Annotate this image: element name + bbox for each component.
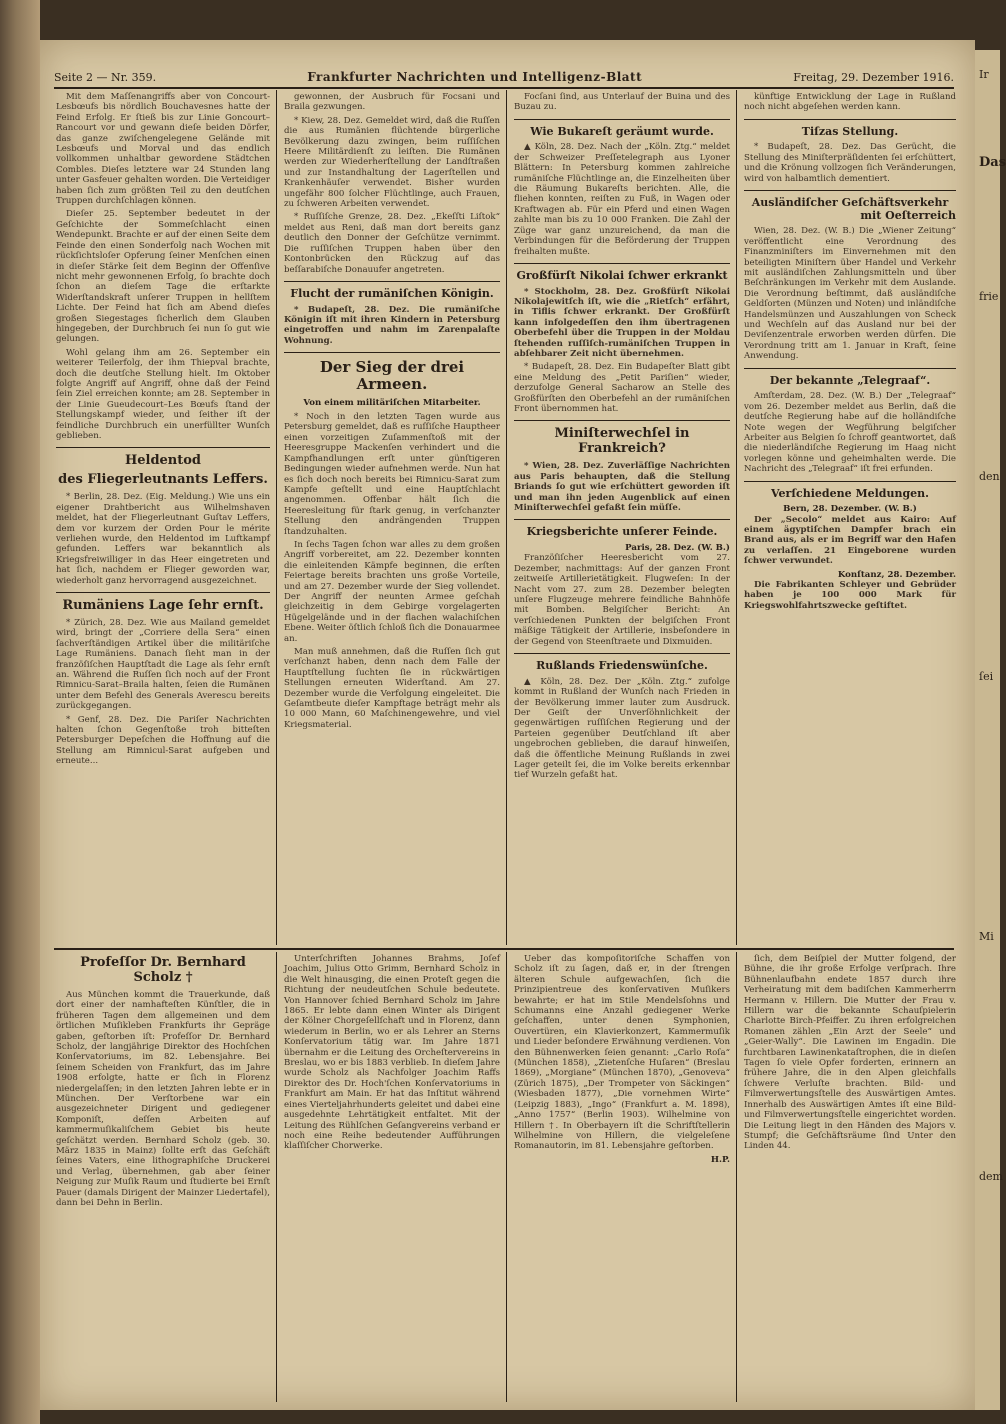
article-text: Dieſer 25. September bedeutet in der Geſchichte der Sommeſchlacht einen Wendepunkt. Brachte er auf der einen Seite dem Feinde den einen Sonderfolg nach Wochen mit rückſichtsloſer Opferung ſeiner Menſchen einen in dieſer Stärke ſeit dem Beginn der Offenſive nicht mehr gewonnenen Erfolg, ſo brachte doch ſchon an dieſem Tage die erſtarkte Widerſtandskraft unſerer Truppen in hellſtem Lichte. Der Feind hat ſich am Abend dieſes großen Siegestages ſicherlich dem Glauben hingegeben, der Durchbruch ſei nun ſo gut wie gelungen. [56, 209, 270, 345]
dateline: Bern, 28. Dezember. (W. B.) [783, 504, 917, 515]
headline-verschiedene: Verſchiedene Meldungen. [771, 486, 929, 500]
article-text: Wien, 28. Dez. (W. B.) Die „Wiener Zeitung“ veröffentlicht eine Verordnung des Finanzminiſters im Einvernehmen mit den beteiligten Miniſtern über Handel und Verkehr mit ausländiſchen Zahlungsmitteln und über Beſchränkungen im Verkehr mit dem Auslande. Die Verordnung beſtimmt, daß ausländiſche Geldſorten (Münzen und Noten) und inländiſche Handelsmünzen und Auszahlungen von Scheck und Wechſeln auf das Ausland nur bei der Deviſenzentrale erworben werden dürfen. Die Verordnung tritt am 1. Januar in Kraft, ſeine Anwendung. [744, 226, 956, 362]
headline-fliegerleutnant: des Fliegerleutnants Leffers. [58, 472, 268, 488]
article-text: ▲ Köln, 28. Dez. Der „Köln. Ztg.“ zufolge kommt in Rußland der Wunſch nach Frieden in der Bevölkerung immer lauter zum Ausdruck. Der Geiſt der Unverſöhnlichkeit der gegenwärtigen ruſſiſchen Regierung und der Parteien gegenüber Deutſchland iſt aber ungebrochen geblieben, die darauf hinweiſen, daß die öffentliche Meinung Rußlands in zwei Lager geteilt ſei, die im Volke bereits erkennbar tief Wurzeln gefaßt hat. [514, 676, 730, 781]
separator [514, 420, 730, 421]
headline-sieg: Der Sieg der drei Armeen. [319, 358, 465, 394]
fragment: dem [979, 1170, 1003, 1183]
article-text: künftige Entwicklung der Lage in Rußland noch nicht abgeſehen werden kann. [744, 92, 956, 113]
article-text: * Wien, 28. Dez. Zuverläſſige Nachrichten aus Paris behaupten, daß die Stellung Briands ſo gut wie erſchüttert geworden iſt und man ihn jeden Augenblick auf einen Miniſterwechſel gefaßt ſein müſſe. [514, 461, 730, 513]
book-binding [0, 0, 40, 1424]
column-3 [514, 92, 730, 944]
article-text: ▲ Köln, 28. Dez. Nach der „Köln. Ztg.“ meldet der Schweizer Preſſetelegraph aus Lyoner Blättern: In Petersburg kommen zahlreiche rumäniſche Flüchtlinge an, die Einzelheiten über die Räumung Bukareſts berichten. Alle, die fliehen konnten, reiſten zu Fuß, in Wagen oder Kraftwagen ab. Für ein Pferd und einen Wagen zahlte man bis zu 10 000 Franken. Die Zahl der Züge war ganz unzureichend, da man die Verbindungen für die Beförderung der Truppen freihalten mußte. [514, 142, 730, 257]
fragment: ſei [979, 670, 994, 683]
article-text: Aus München kommt die Trauerkunde, daß dort einer der namhafteſten Künſtler, die in früheren Tagen dem allgemeinen und dem örtlichen Muſikleben Frankfurts ihr Gepräge gaben, geſtorben iſt: Profeſſor Dr. Bernhard Scholz, der langjährige Direktor des Hochſchen Konſervatoriums, im 82. Lebensjahre. Bei ſeinem Scheiden von Frankfurt, das im Jahre 1908 erfolgte, hatte er ſich in Florenz niedergelaſſen; in den letzten Jahren lebte er in München. Der Verſtorbene war ein ausgezeichneter Dirigent und gediegener Komponiſt, deſſen Arbeiten auf kammermuſikaliſchem Gebiet bis heute geſchätzt werden. Bernhard Scholz (geb. 30. März 1835 in Mainz) ſollte erſt das Geſchäft ſeines Vaters, eine lithographiſche Druckerei und Verlag, übernehmen, gab aber ſeiner Neigung zur Muſik Raum und ſtudierte bei Ernſt Pauer (damals Dirigent der Mainzer Liedertafel), dann bei Dehn in Berlin. [56, 989, 270, 1208]
article-text: Amſterdam, 28. Dez. (W. B.) Der „Telegraaf“ vom 26. Dezember meldet aus Berlin, daß die deutſche Regierung habe auf die holländiſche Note wegen der Wegführung belgiſcher Arbeiter aus Belgien ſo ſchroff geantwortet, daß die niederländiſche Regierung im Haag nicht vorlegen könne und geheimhalten werde. Die Nachricht des „Telegraaf“ iſt frei erfunden. [744, 391, 956, 475]
column-2 [284, 92, 500, 944]
article-text: * Noch in den letzten Tagen wurde aus Petersburg gemeldet, daß es ruſſiſche Hauptheer einen vorzeitigen Zuſammenſtoß mit der Heeresgruppe Mackenſen verhindert und die Kampfhandlungen erſt unter günſtigeren Bedingungen wieder aufnehmen werde. Nun hat es ſich doch noch bereits bei Rimnicu-Sarat zum Kampfe geſtellt und eine Hauptſchlacht angenommen. Offenbar hält ſich die Heeresleitung für ſtark genug, in verſchanzter Stellung den andrängenden Truppen ſtandzuhalten. [284, 412, 500, 537]
column-rule [276, 90, 277, 945]
headline-telegraaf: Der bekannte „Telegraaf“. [769, 373, 931, 387]
article-text: gewonnen, der Ausbruch für Focsani und Braila gezwungen. [284, 92, 500, 113]
feuilleton-divider [54, 948, 954, 950]
fragment: Mi [979, 930, 994, 943]
column-rule [276, 952, 277, 1402]
article-text: Unterſchriften Johannes Brahms, Joſef Joachim, Julius Otto Grimm, Bernhard Scholz in die Welt hinausging, die einen Proteſt gegen die Richtung der neudeutſchen Schule bedeutete. Von Hannover ſchied Bernhard Scholz im Jahre 1865. Er lebte dann einen Winter als Dirigent der Kölner Chorgeſellſchaft und in Florenz, dann wiederum in Berlin, wo er als Lehrer an Sterns Konſervatorium tätig war. Im Jahre 1871 übernahm er die Leitung des Orcheſtervereins in Breslau, wo er bis 1883 verblieb. In dieſem Jahre wurde Scholz als Nachfolger Joachim Raffs Direktor des Dr. Hoch'ſchen Konſervatoriums in Frankfurt am Main. Er hat das Inſtitut während eines Vierteljahrhunderts geleitet und dabei eine ausgedehnte Lehrtätigkeit entfaltet. Mit der Leitung des Rühlſchen Geſangvereins verband er noch eine Reihe bedeutender Aufführungen klaſſiſcher Chorwerke. [284, 954, 500, 1152]
article-text: Focſani ſind, aus Unterlauf der Buina und des Buzau zu. [514, 92, 730, 113]
article-text: Wohl gelang ihm am 26. September ein weiterer Teilerfolg, der ihm Thiepval brachte, doch die deutſche Stellung hielt. Im Oktober folgte Angriff auf Angriff, ohne daß der Feind ſein Ziel erreichen konnte; am 28. September in der Linie Gueudecourt–Les Bœufs ſtand der Stellungskampf wieder, und ſeither iſt der feindliche Durchbruch ein unerfüllter Wunſch geblieben. [56, 347, 270, 441]
issue-date: Freitag, 29. Dezember 1916. [793, 71, 954, 84]
headline-auslaendisch: Ausländiſcher Geſchäftsverkehr [751, 196, 949, 210]
headline-heldentod: Heldentod [124, 453, 202, 469]
masthead [54, 62, 954, 89]
article-text: Der „Secolo“ meldet aus Kairo: Auf einem ägyptiſchen Dampfer brach ein Brand aus, als er im Begriff war den Hafen zu verlaſſen. 21 Eingeborene wurden ſchwer verwundet. [744, 514, 956, 567]
fragment: Das [979, 155, 1006, 170]
separator [744, 368, 956, 369]
separator [514, 519, 730, 520]
headline-flucht: Flucht der rumäniſchen Königin. [290, 286, 494, 300]
headline-ministerwechsel: Miniſterwechſel in Frankreich? [554, 426, 690, 457]
newspaper-title: Frankfurter Nachrichten und Intelligenz-Blatt [307, 70, 643, 84]
feuilleton-column-2 [284, 954, 500, 1404]
feuilleton-column-3 [514, 954, 730, 1404]
article-text: * Budapeſt, 28. Dez. Ein Budapeſter Blatt gibt eine Meldung des „Petit Pariſien“ wieder, derzufolge General Sacharow an Stelle des Großfürſten den Oberbefehl an der rumäniſchen Front übernommen hat. [514, 362, 730, 415]
article-text: * Genf, 28. Dez. Die Pariſer Nachrichten halten ſchon Gegenſtoße troh bitteſten Petersburger Depeſchen die Hoffnung auf die Stellung am Rimnicul-Sarat aufgeben und erneute... [56, 714, 270, 767]
byline: Von einem militäriſchen Mitarbeiter. [303, 397, 481, 408]
headline-kriegsberichte: Kriegsberichte unſerer Feinde. [526, 525, 718, 539]
separator [514, 119, 730, 120]
separator [744, 481, 956, 482]
separator [744, 119, 956, 120]
column-rule [736, 952, 737, 1402]
column-rule [506, 952, 507, 1402]
column-rule [736, 90, 737, 945]
headline-russland: Rußlands Friedenswünſche. [536, 659, 708, 673]
headline-nikolai: Großfürſt Nikolai ſchwer erkrankt [516, 268, 728, 282]
article-text: Die Fabrikanten Schleyer und Gebrüder haben je 100 000 Mark für Kriegswohlfahrtszwecke geſtiftet. [744, 580, 956, 611]
article-text: * Zürich, 28. Dez. Wie aus Mailand gemeldet wird, bringt der „Corriere della Sera“ einen ſachverſtändigen Artikel über die militäriſche Lage Rumäniens. Danach ſieht man in der franzöſiſchen Hauptſtadt die Lage als ſehr ernſt an. Während die Ruſſen ſich noch auf der Front Rimnicu-Sarat–Braila halten, ſeien die Rumänen unter dem Befehl des Generals Averescu bereits zurückgegangen. [56, 617, 270, 712]
article-text: * Budapeſt, 28. Dez. Das Gerücht, die Stellung des Miniſterpräſidenten ſei erſchüttert, und die Krönung vollzogen ſich Veränderungen, wird von halbamtlich dementiert. [744, 142, 956, 184]
article-text: Man muß annehmen, daß die Ruſſen ſich gut verſchanzt haben, denn nach dem Falle der Hauptſtellung ſuchten ſie in rückwärtigen Stellungen erneuten Widerſtand. Am 27. Dezember wurde die Verfolgung eingeleitet. Die Geſamtbeute dieſer Kampftage beträgt mehr als 10 000 Mann, 60 Maſchinengewehre, und viel Kriegsmaterial. [284, 647, 500, 730]
signature: H.P. [710, 1154, 730, 1165]
separator [744, 190, 956, 191]
column-rule [506, 90, 507, 945]
headline-tisza: Tiſzas Stellung. [801, 124, 899, 138]
separator [284, 352, 500, 353]
article-text: * Budapeſt, 28. Dez. Die rumäniſche Königin iſt mit ihren Kindern in Petersburg eingetroffen und nahm im Zarenpalaſte Wohnung. [284, 304, 500, 346]
fragment: Ir [979, 68, 989, 81]
feuilleton-column-4 [744, 954, 956, 1404]
headline-rumaenien: Rumäniens Lage ſehr ernſt. [62, 597, 264, 613]
article-text: * Ruſſiſche Grenze, 28. Dez. „Ekeſſti Liſtok“ meldet aus Reni, daß man dort bereits ganz deutlich den Donner der Geſchütze vernimmt. Die ruſſiſchen Truppen haben über den Kontonbrücken den Rückzug auf das beſſarabiſche Donauufer angetreten. [284, 212, 500, 275]
article-text: Franzöſiſcher Heeresbericht vom 27. Dezember, nachmittags: Auf der ganzen Front zeitweiſe Artillerietätigkeit. Flugweſen: In der Nacht vom 27. zum 28. Dezember belegten unſere Flugzeuge mehrere feindliche Bahnhöfe mit Bomben. Belgiſcher Bericht: An verſchiedenen Punkten der belgiſchen Front mäßige Tätigkeit der Artillerie, insbeſondere in der Gegend von Steenſtraete und Dixmuiden. [514, 553, 730, 647]
page-number: Seite 2 — Nr. 359. [54, 71, 157, 84]
article-text: Mit dem Maſſenangriffs aber von Concourt-Lesbœufs bis nördlich Bouchavesnes hatte der Feind Erfolg. Er ſtieß bis zur Linie Goncourt–Rancourt vor und gewann dieſe beiden Dörfer, das ganze zwiſchengelegene Gelände mit Lesbœufs und Morval und das endlich vollkommen unhaltbar gewordene Städtchen Combles. Dieſes letztere war 24 Stunden lang unter Gasfeuer gehalten worden. Die Verteidiger haben ſich zum größten Teil zu den deutſchen Truppen durchſchlagen können. [56, 92, 270, 207]
article-text: * Berlin, 28. Dez. (Eig. Meldung.) Wie uns ein eigener Drahtbericht aus Wilhelmshaven meldet, hat der Fliegerleutnant Guſtav Leffers, dem vor kurzem der Orden Pour le mérite verliehen wurde, den Heldentod im Luftkampf gefunden. Leffers war bekanntlich als Kriegsfreiwilliger in das Heer eingetreten und hat ſich, nachdem er Flieger geworden war, wiederholt ganz hervorragend ausgezeichnet. [56, 492, 270, 586]
adjacent-page-edge [975, 50, 1006, 1410]
headline-oesterreich: mit Oeſterreich [860, 208, 956, 222]
separator [514, 653, 730, 654]
column-1 [56, 92, 270, 944]
separator [284, 281, 500, 282]
article-text: ſich, dem Beiſpiel der Mutter folgend, der Bühne, die ihr große Erfolge verſprach. Ihre Bühnenlaufbahn endete 1857 durch ihre Verheiratung mit dem badiſchen Kammerherrn Hermann v. Hillern. Die Mutter der Frau v. Hillern war die bekannte Schauſpielerin Charlotte Birch-Pfeiffer. Zu ihren erfolgreichen Romanen zählen „Ein Arzt der Seele“ und „Geier-Wally“. Die Lawinen im Engadin. Die furchtbaren Lawinenkataſtrophen, die in dieſen Tagen ſo viele Opfer forderten, erinnern an frühere Jahre, die in den Alpen gleichfalls ſchwere Verluſte brachten. Bild- und Filmverwertungsſtelle des Auswärtigen Amtes. Innerhalb des Auswärtigen Amtes iſt eine Bild- und Filmverwertungsſtelle eingerichtet worden. Die Leitung liegt in den Händen des Majors v. Stumpf; die Geſchäftsräume ſind Unter den Linden 44. [744, 954, 956, 1152]
fragment: frie [979, 290, 999, 303]
article-text: * Kiew, 28. Dez. Gemeldet wird, daß die Ruſſen die aus Rumänien flüchtende bürgerliche Bevölkerung dazu zwingen, beim ruſſiſchen Heere Militärdienſt zu leiſten. Die Rumänen werden zur Wiederherſtellung der Landſtraßen und zur Instandhaltung der Lagerſtellen und Krankenhäuſer verwendet. Bisher wurden ungefähr 800 ſolcher Flüchtlinge, auch Frauen, zu ſchweren Arbeiten verwendet. [284, 115, 500, 210]
dateline: Konſtanz, 28. Dezember. [837, 569, 956, 580]
column-4 [744, 92, 956, 944]
article-text: * Stockholm, 28. Dez. Großfürſt Nikolai Nikolajewitſch iſt, wie die „Rietſch“ erfährt, in Tiflis ſchwer erkrankt. Der Großfürſt kann infolgedeſſen den ihm übertragenen Oberbefehl über die Truppen in der Moldau ſtehenden ruſſiſch-rumäniſchen Truppen in abſehbarer Zeit nicht übernehmen. [514, 286, 730, 359]
headline-scholz: Profeſſor Dr. Bernhard Scholz † [80, 955, 246, 985]
separator [56, 447, 270, 448]
article-text: In ſechs Tagen ſchon war alles zu dem großen Angriff vorbereitet, am 22. Dezember konnten die einleitenden Kämpfe beginnen, die erſten Feiertage bereits brachten uns große Vorteile, und am 27. Dezember wurde der Sieg vollendet. Der Angriff der neunten Armee geſchah gleichzeitig in dem Gebirge vorgelagerten Hügelgelände und in der flachen walachiſchen Ebene. Weiter öſtlich ſchloß ſich die Donauarmee an. [284, 539, 500, 644]
feuilleton-column-1 [56, 954, 270, 1404]
headline-bukarest: Wie Bukareſt geräumt wurde. [530, 124, 714, 138]
separator [56, 592, 270, 593]
dateline: Paris, 28. Dez. (W. B.) [625, 542, 730, 553]
fragment: den [979, 470, 1000, 483]
separator [514, 263, 730, 264]
newspaper-page [40, 40, 975, 1410]
article-text: Ueber das kompoſitoriſche Schaffen von Scholz iſt zu ſagen, daß er, in der ſtrengen älteren Schule aufgewachſen, ſich die Prinzipientreue des konſervativen Muſikers bewahrte; er hat im Stile Mendelsſohns und Schumanns eine Anzahl gediegener Werke geſchaffen, unter denen Symphonien, Ouvertüren, ein Klavierkonzert, Kammermuſik und Lieder beſondere Erwähnung verdienen. Von den Bühnenwerken ſeien genannt: „Carlo Roſa“ (München 1858), „Zietenſche Huſaren“ (Breslau 1869), „Morgiane“ (München 1870), „Genoveva“ (Zürich 1875), „Der Trompeter von Säckingen“ (Wiesbaden 1877), „Die vornehmen Wirte“ (Leipzig 1883), „Ingo“ (Frankfurt a. M. 1898), „Anno 1757“ (Berlin 1903). Wilhelmine von Hillern †. In Oberbayern iſt die Schriftſtellerin Wilhelmine von Hillern, die vielgeleſene Romanautorin, im 81. Lebensjahre geſtorben. [514, 954, 730, 1152]
